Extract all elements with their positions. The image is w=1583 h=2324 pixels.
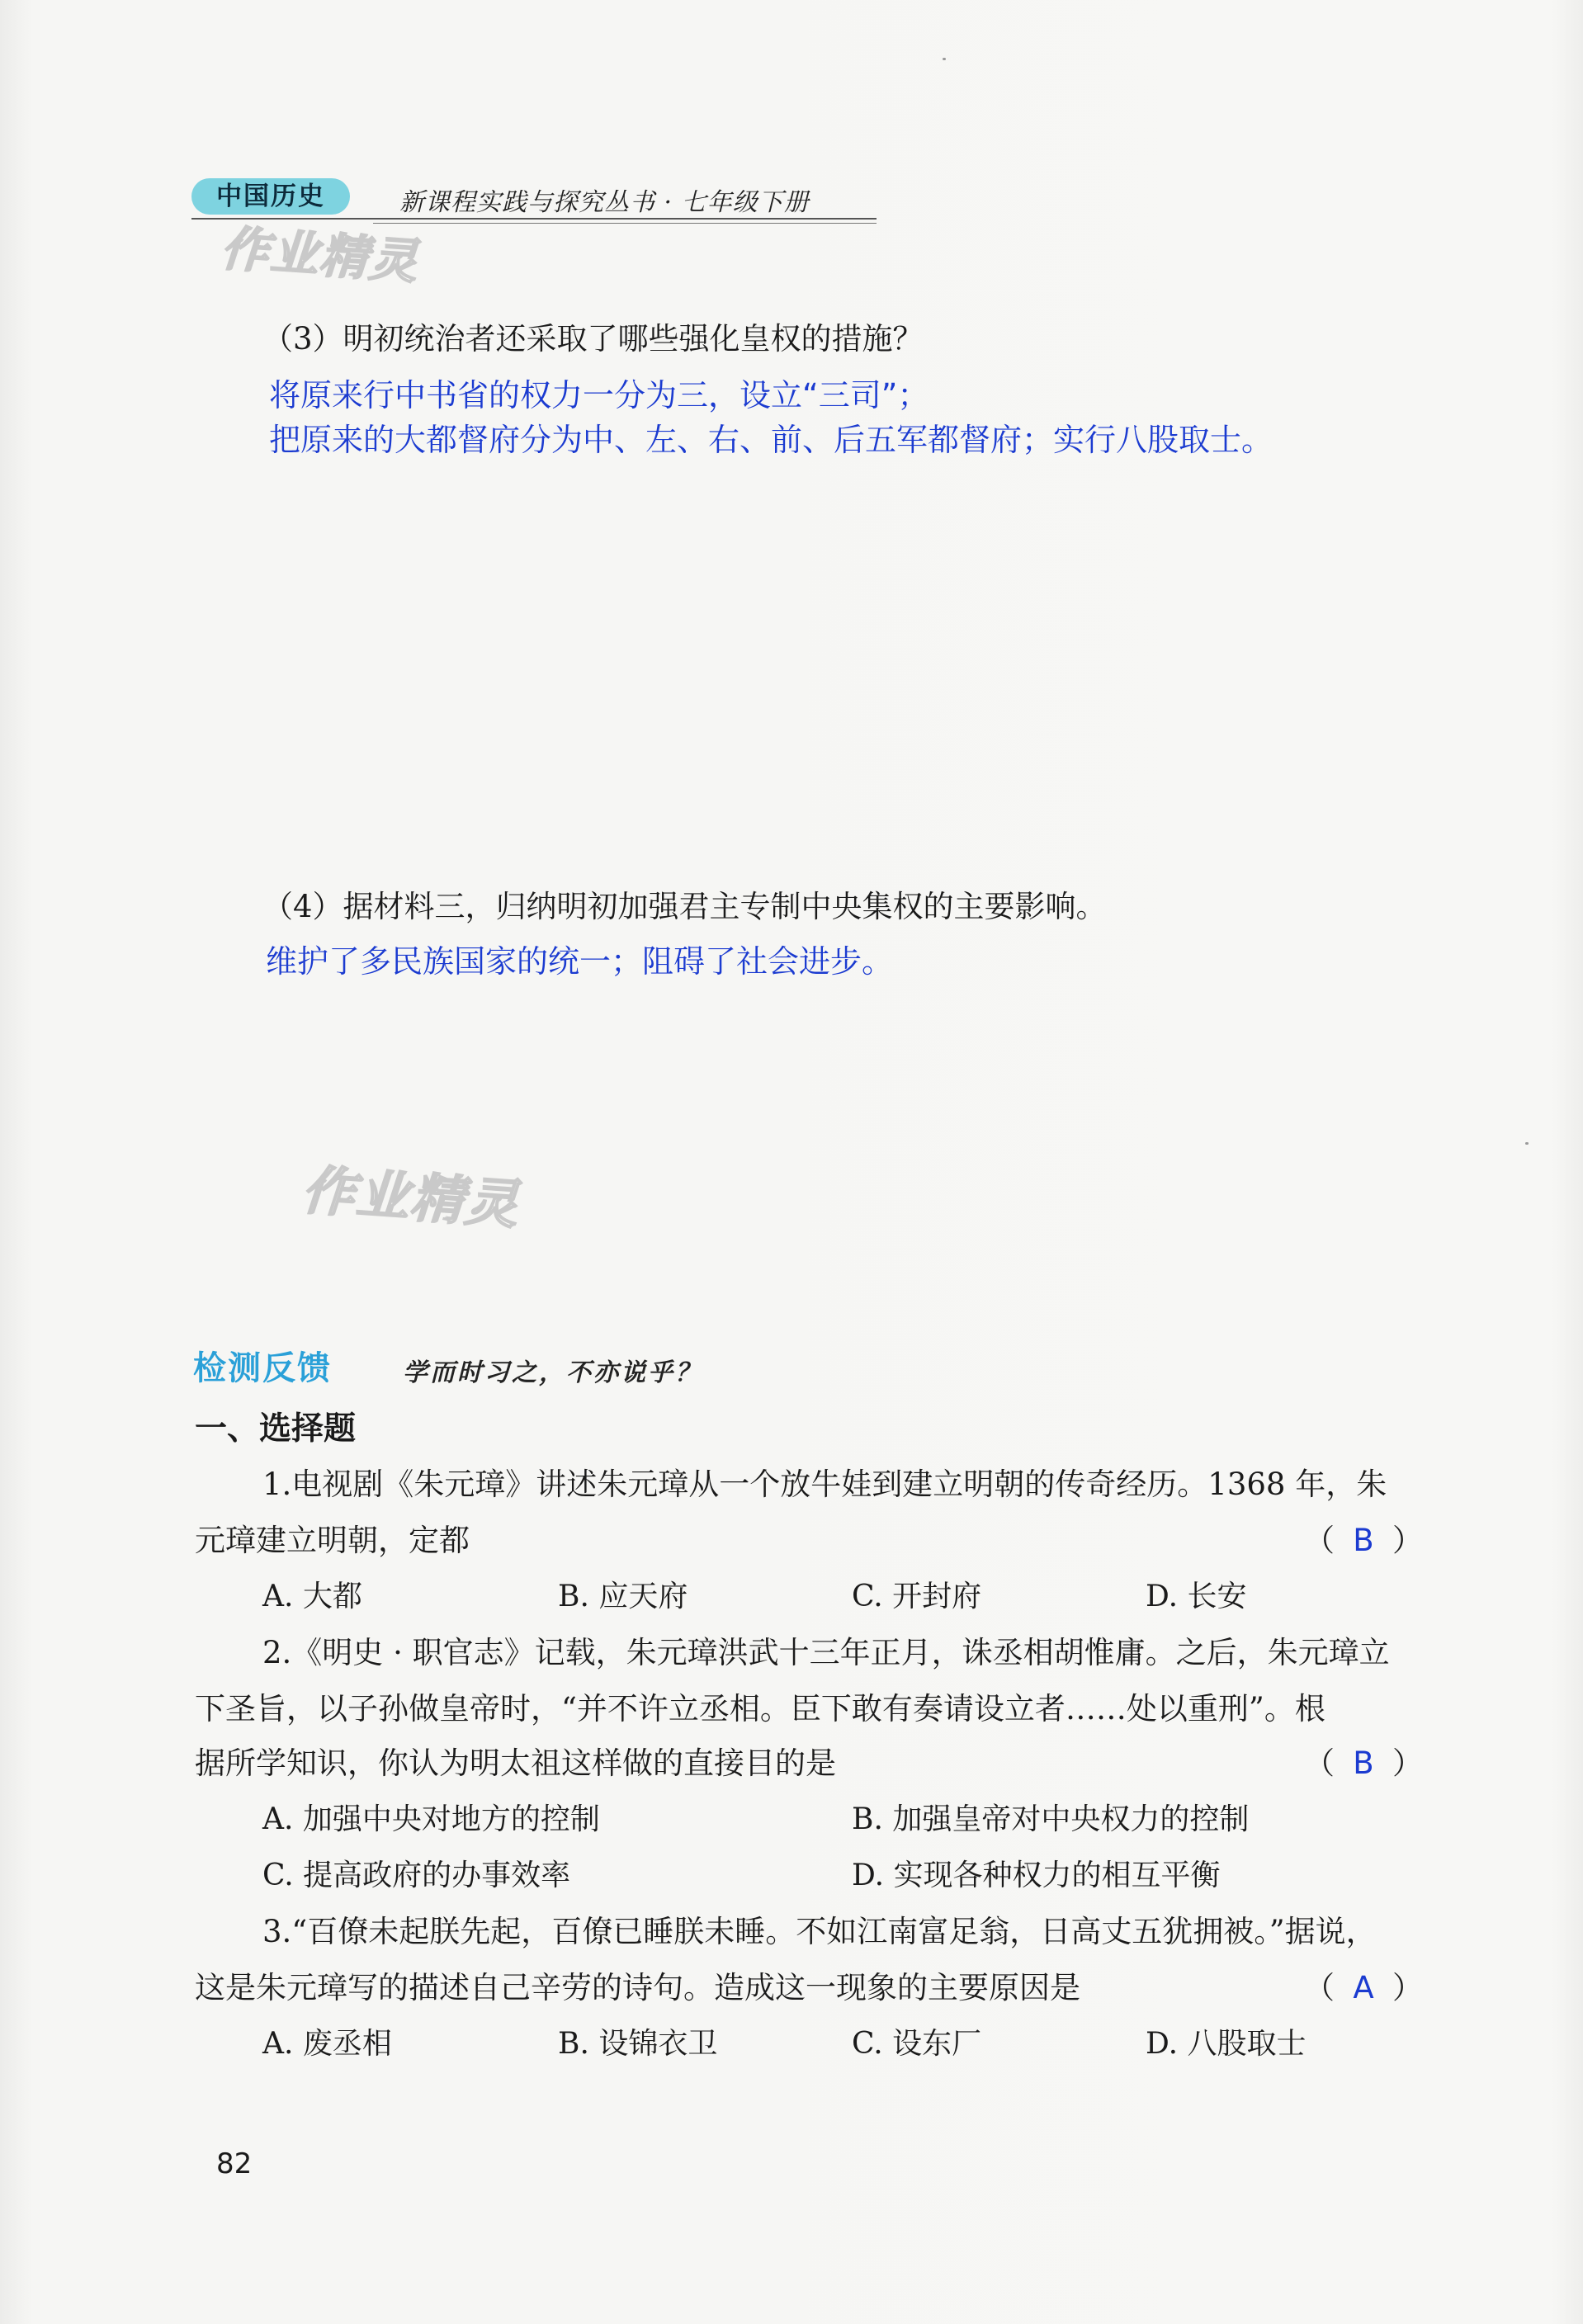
- question-4-text: （4）据材料三，归纳明初加强君主专制中央集权的主要影响。: [262, 889, 1107, 924]
- mcq-3-option-b: B. 设锦衣卫: [558, 2027, 718, 2061]
- mcq-1-option-c: C. 开封府: [852, 1580, 982, 1613]
- mcq-1-line-1: 1.电视剧《朱元璋》讲述朱元璋从一个放牛娃到建立明朝的传奇经历。1368 年，朱: [262, 1467, 1387, 1502]
- page-number: 82: [216, 2147, 253, 2180]
- mcq-3-answer: A: [1353, 1970, 1374, 2005]
- section-motto: 学而时习之，不亦说乎？: [403, 1358, 702, 1387]
- mcq-2-option-d: D. 实现各种权力的相互平衡: [852, 1859, 1221, 1892]
- mcq-3-line-2: 这是朱元璋写的描述自己辛劳的诗句。造成这一现象的主要原因是: [195, 1970, 1080, 2005]
- watermark: 作业精灵: [219, 220, 421, 290]
- question-3-answer-line-1: 将原来行中书省的权力一分为三，设立“三司”；: [269, 377, 929, 413]
- mcq-1-line-2: 元璋建立明朝，定都: [195, 1523, 470, 1558]
- choice-section-title: 一、选择题: [195, 1410, 357, 1448]
- mcq-3-option-a: A. 废丞相: [262, 2027, 392, 2061]
- mcq-1-option-a: A. 大都: [262, 1580, 362, 1613]
- mcq-2-option-b: B. 加强皇帝对中央权力的控制: [852, 1802, 1250, 1836]
- question-3-answer-line-2: 把原来的大都督府分为中、左、右、前、后五军都督府；实行八股取士。: [269, 422, 1273, 458]
- watermark: 作业精灵: [300, 1160, 522, 1237]
- scan-speck: [943, 58, 946, 60]
- mcq-1-option-d: D. 长安: [1146, 1580, 1247, 1613]
- header-rule-thin: [373, 223, 877, 224]
- mcq-1-option-b: B. 应天府: [558, 1580, 688, 1613]
- section-title: 检测反馈: [193, 1349, 332, 1387]
- mcq-3-answer-bracket: （ A ）: [1304, 1967, 1423, 2009]
- mcq-1-answer: B: [1353, 1523, 1374, 1558]
- mcq-1-answer-bracket: （ B ）: [1304, 1520, 1423, 1561]
- mcq-2-answer-bracket: （ B ）: [1304, 1743, 1423, 1784]
- mcq-2-line-1: 2.《明史 · 职官志》记载，朱元璋洪武十三年正月，诛丞相胡惟庸。之后，朱元璋立: [262, 1635, 1390, 1670]
- question-3-text: （3）明初统治者还采取了哪些强化皇权的措施？: [262, 321, 924, 357]
- subject-badge: 中国历史: [191, 178, 350, 215]
- mcq-2-answer: B: [1353, 1745, 1374, 1781]
- mcq-2-line-2: 下圣旨，以子孙做皇帝时，“并不许立丞相。臣下敢有奏请设立者……处以重刑”。根: [195, 1691, 1325, 1726]
- mcq-2-option-a: A. 加强中央对地方的控制: [262, 1802, 600, 1836]
- series-title: 新课程实践与探究丛书 · 七年级下册: [399, 188, 810, 217]
- mcq-3-option-c: C. 设东厂: [852, 2027, 982, 2061]
- mcq-2-option-c: C. 提高政府的办事效率: [262, 1859, 571, 1892]
- scan-speck: [1525, 1142, 1529, 1145]
- mcq-2-line-3: 据所学知识，你认为明太祖这样做的直接目的是: [195, 1745, 836, 1781]
- mcq-3-line-1: 3.“百僚未起朕先起，百僚已睡朕未睡。不如江南富足翁，日高丈五犹拥被。”据说，: [262, 1914, 1377, 1949]
- mcq-3-option-d: D. 八股取士: [1146, 2027, 1307, 2061]
- question-4-answer-line-1: 维护了多民族国家的统一；阻碍了社会进步。: [266, 943, 894, 980]
